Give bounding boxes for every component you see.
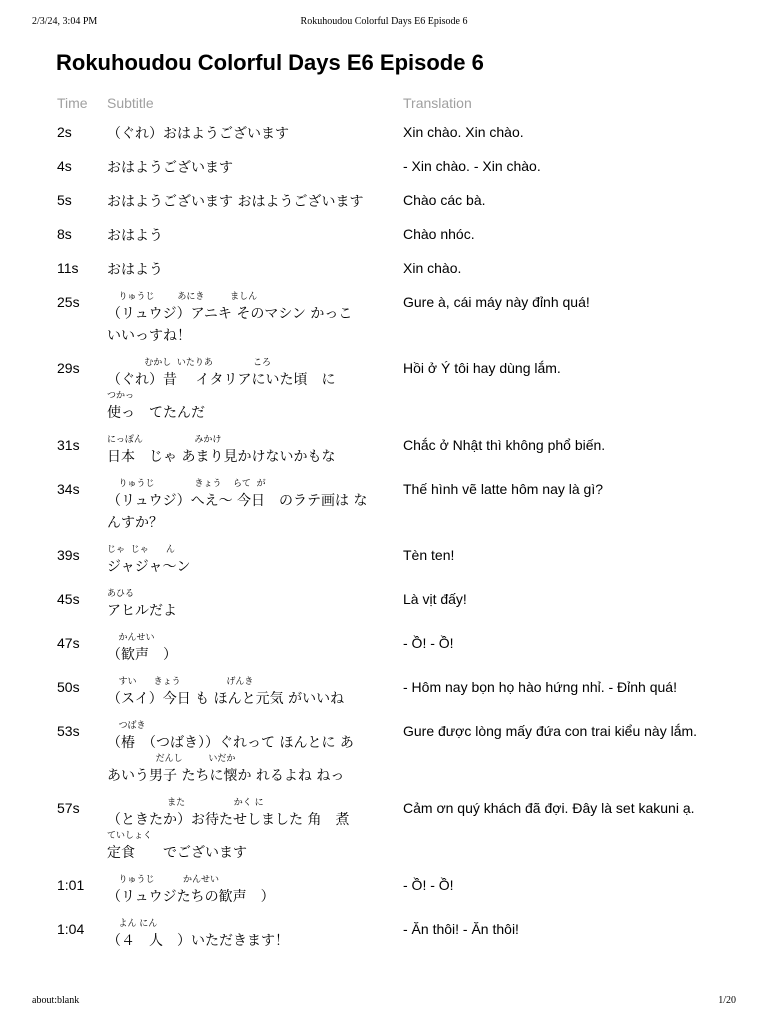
row-subtitle [101, 355, 397, 432]
row-time: 1:04 [57, 921, 85, 937]
table-row [51, 119, 715, 153]
subtitle-table [51, 92, 715, 960]
row-time: 31s [57, 437, 80, 453]
row-subtitle [101, 187, 397, 221]
subtitle-line: おはよう [107, 228, 163, 244]
print-url: about:blank [32, 995, 80, 1006]
furigana-line: むかし いたりあ ころ [107, 358, 271, 368]
row-time: 45s [57, 591, 80, 607]
subtitle-line: アヒルだよ [107, 603, 177, 619]
row-subtitle [101, 476, 397, 542]
subtitle-line: （スイ）今日 も ほんと元気 がいいね [107, 691, 345, 707]
row-subtitle [101, 916, 397, 960]
table-row [51, 221, 715, 255]
row-subtitle [101, 795, 397, 872]
row-translation: - Ồ! - Ồ! [403, 635, 454, 651]
table-row [51, 289, 715, 355]
subtitle-line: んすか？ [107, 515, 163, 531]
row-translation: Gure được lòng mấy đứa con trai kiểu này lắm. [403, 723, 698, 739]
row-subtitle [101, 153, 397, 187]
row-subtitle [101, 221, 397, 255]
row-subtitle [101, 630, 397, 674]
subtitle-line: （リュウジたちの歓声 ） [107, 889, 275, 905]
row-translation: Hồi ở Ý tôi hay dùng lắm. [403, 360, 561, 376]
row-time: 25s [57, 294, 80, 310]
row-time: 39s [57, 547, 80, 563]
print-doc-title: Rokuhoudou Colorful Days E6 Episode 6 [300, 16, 468, 27]
row-subtitle [101, 289, 397, 355]
furigana-line: にっぽん みかけ [107, 435, 222, 445]
furigana-line: りゅうじ きょう らて が [107, 479, 266, 489]
row-time: 53s [57, 723, 80, 739]
furigana-line: ていしょく [107, 831, 153, 841]
subtitle-line: おはようございます [107, 160, 233, 176]
print-header [32, 16, 736, 30]
table-row [51, 718, 715, 795]
subtitle-line: （ぐれ）おはようございます [107, 126, 289, 142]
furigana-line: りゅうじ あにき ましん [107, 292, 258, 302]
furigana-line: つばき [107, 721, 146, 731]
row-subtitle [101, 432, 397, 476]
row-translation: Là vịt đấy! [403, 591, 467, 607]
header-translation: Translation [403, 95, 472, 111]
row-translation: Thế hình vẽ latte hôm nay là gì? [403, 481, 604, 497]
page-number: 1/20 [718, 995, 736, 1006]
table-row [51, 476, 715, 542]
row-subtitle [101, 255, 397, 289]
row-subtitle [101, 119, 397, 153]
table-body [51, 119, 715, 960]
row-time: 11s [57, 260, 79, 276]
row-time: 47s [57, 635, 80, 651]
table-row [51, 187, 715, 221]
furigana-line: また かく に [107, 798, 264, 808]
row-time: 1:01 [57, 877, 85, 893]
row-translation: - Xin chào. - Xin chào. [403, 158, 541, 174]
row-subtitle [101, 542, 397, 586]
print-footer [32, 995, 736, 1009]
subtitle-line: おはよう [107, 262, 163, 278]
table-row [51, 586, 715, 630]
table-row [51, 872, 715, 916]
table-row [51, 255, 715, 289]
row-time: 4s [57, 158, 72, 174]
row-translation: Tèn ten! [403, 547, 455, 563]
row-time: 29s [57, 360, 80, 376]
subtitle-line: （リュウジ）へえ〜 今日 のラテ画は な [107, 493, 368, 509]
subtitle-line: （リュウジ）アニキ そのマシン かっこ [107, 306, 353, 322]
row-time: 8s [57, 226, 72, 242]
row-time: 2s [57, 124, 72, 140]
row-subtitle [101, 674, 397, 718]
subtitle-line: （４ 人 ）いただきます！ [107, 933, 289, 949]
row-translation: - Ồ! - Ồ! [403, 877, 454, 893]
table-row [51, 153, 715, 187]
row-translation: Gure à, cái máy này đỉnh quá! [403, 294, 590, 310]
row-translation: Chắc ở Nhật thì không phổ biến. [403, 437, 606, 453]
row-translation: - Hôm nay bọn họ hào hứng nhỉ. - Đỉnh quá! [403, 679, 677, 695]
table-row [51, 795, 715, 872]
furigana-line: つかっ [107, 391, 135, 401]
row-translation: Xin chào. Xin chào. [403, 124, 524, 140]
subtitle-line: （椿 （つばき））ぐれって ほんとに あ [107, 735, 354, 751]
furigana-line: よん にん [107, 919, 158, 929]
table-row [51, 432, 715, 476]
row-time: 50s [57, 679, 80, 695]
subtitle-line: 使っ てたんだ [107, 405, 205, 421]
furigana-line: あひる [107, 589, 135, 599]
furigana-line: りゅうじ かんせい [107, 875, 220, 885]
subtitle-line: あいう男子 たちに懐か れるよね ねっ [107, 768, 345, 784]
table-row [51, 916, 715, 960]
page-title: Rokuhoudou Colorful Days E6 Episode 6 [56, 50, 484, 75]
row-subtitle [101, 872, 397, 916]
print-date: 2/3/24, 3:04 PM [32, 16, 98, 27]
furigana-line: だんし いだか [107, 754, 236, 764]
header-subtitle: Subtitle [107, 95, 154, 111]
row-time: 5s [57, 192, 72, 208]
subtitle-line: いいっすね！ [107, 328, 191, 344]
table-header-row [51, 92, 715, 119]
row-time: 34s [57, 481, 80, 497]
subtitle-line: 定食 でございます [107, 845, 247, 861]
table-row [51, 674, 715, 718]
table-row [51, 542, 715, 586]
header-time: Time [57, 95, 88, 111]
row-subtitle [101, 586, 397, 630]
subtitle-line: （ときたか）お待たせしました 角 煮 [107, 812, 350, 828]
table-row [51, 355, 715, 432]
row-translation: Cảm ơn quý khách đã đợi. Đây là set kakuni ạ. [403, 800, 695, 816]
row-subtitle [101, 718, 397, 795]
table-row [51, 630, 715, 674]
furigana-line: かんせい [107, 633, 155, 643]
subtitle-line: 日本 じゃ あまり見かけないかもな [107, 449, 336, 465]
subtitle-line: ジャジャ〜ン [107, 559, 191, 575]
subtitle-line: おはようございます おはようございます [107, 194, 364, 210]
row-time: 57s [57, 800, 80, 816]
subtitle-line: （ぐれ）昔 イタリアにいた頃 に [107, 372, 336, 388]
row-translation: Xin chào. [403, 260, 462, 276]
row-translation: - Ăn thôi! - Ăn thôi! [403, 921, 519, 937]
row-translation: Chào nhóc. [403, 226, 475, 242]
furigana-line: すい きょう げんき [107, 677, 254, 687]
furigana-line: じゃ じゃ ん [107, 545, 175, 555]
row-translation: Chào các bà. [403, 192, 486, 208]
subtitle-line: （歓声 ） [107, 647, 177, 663]
